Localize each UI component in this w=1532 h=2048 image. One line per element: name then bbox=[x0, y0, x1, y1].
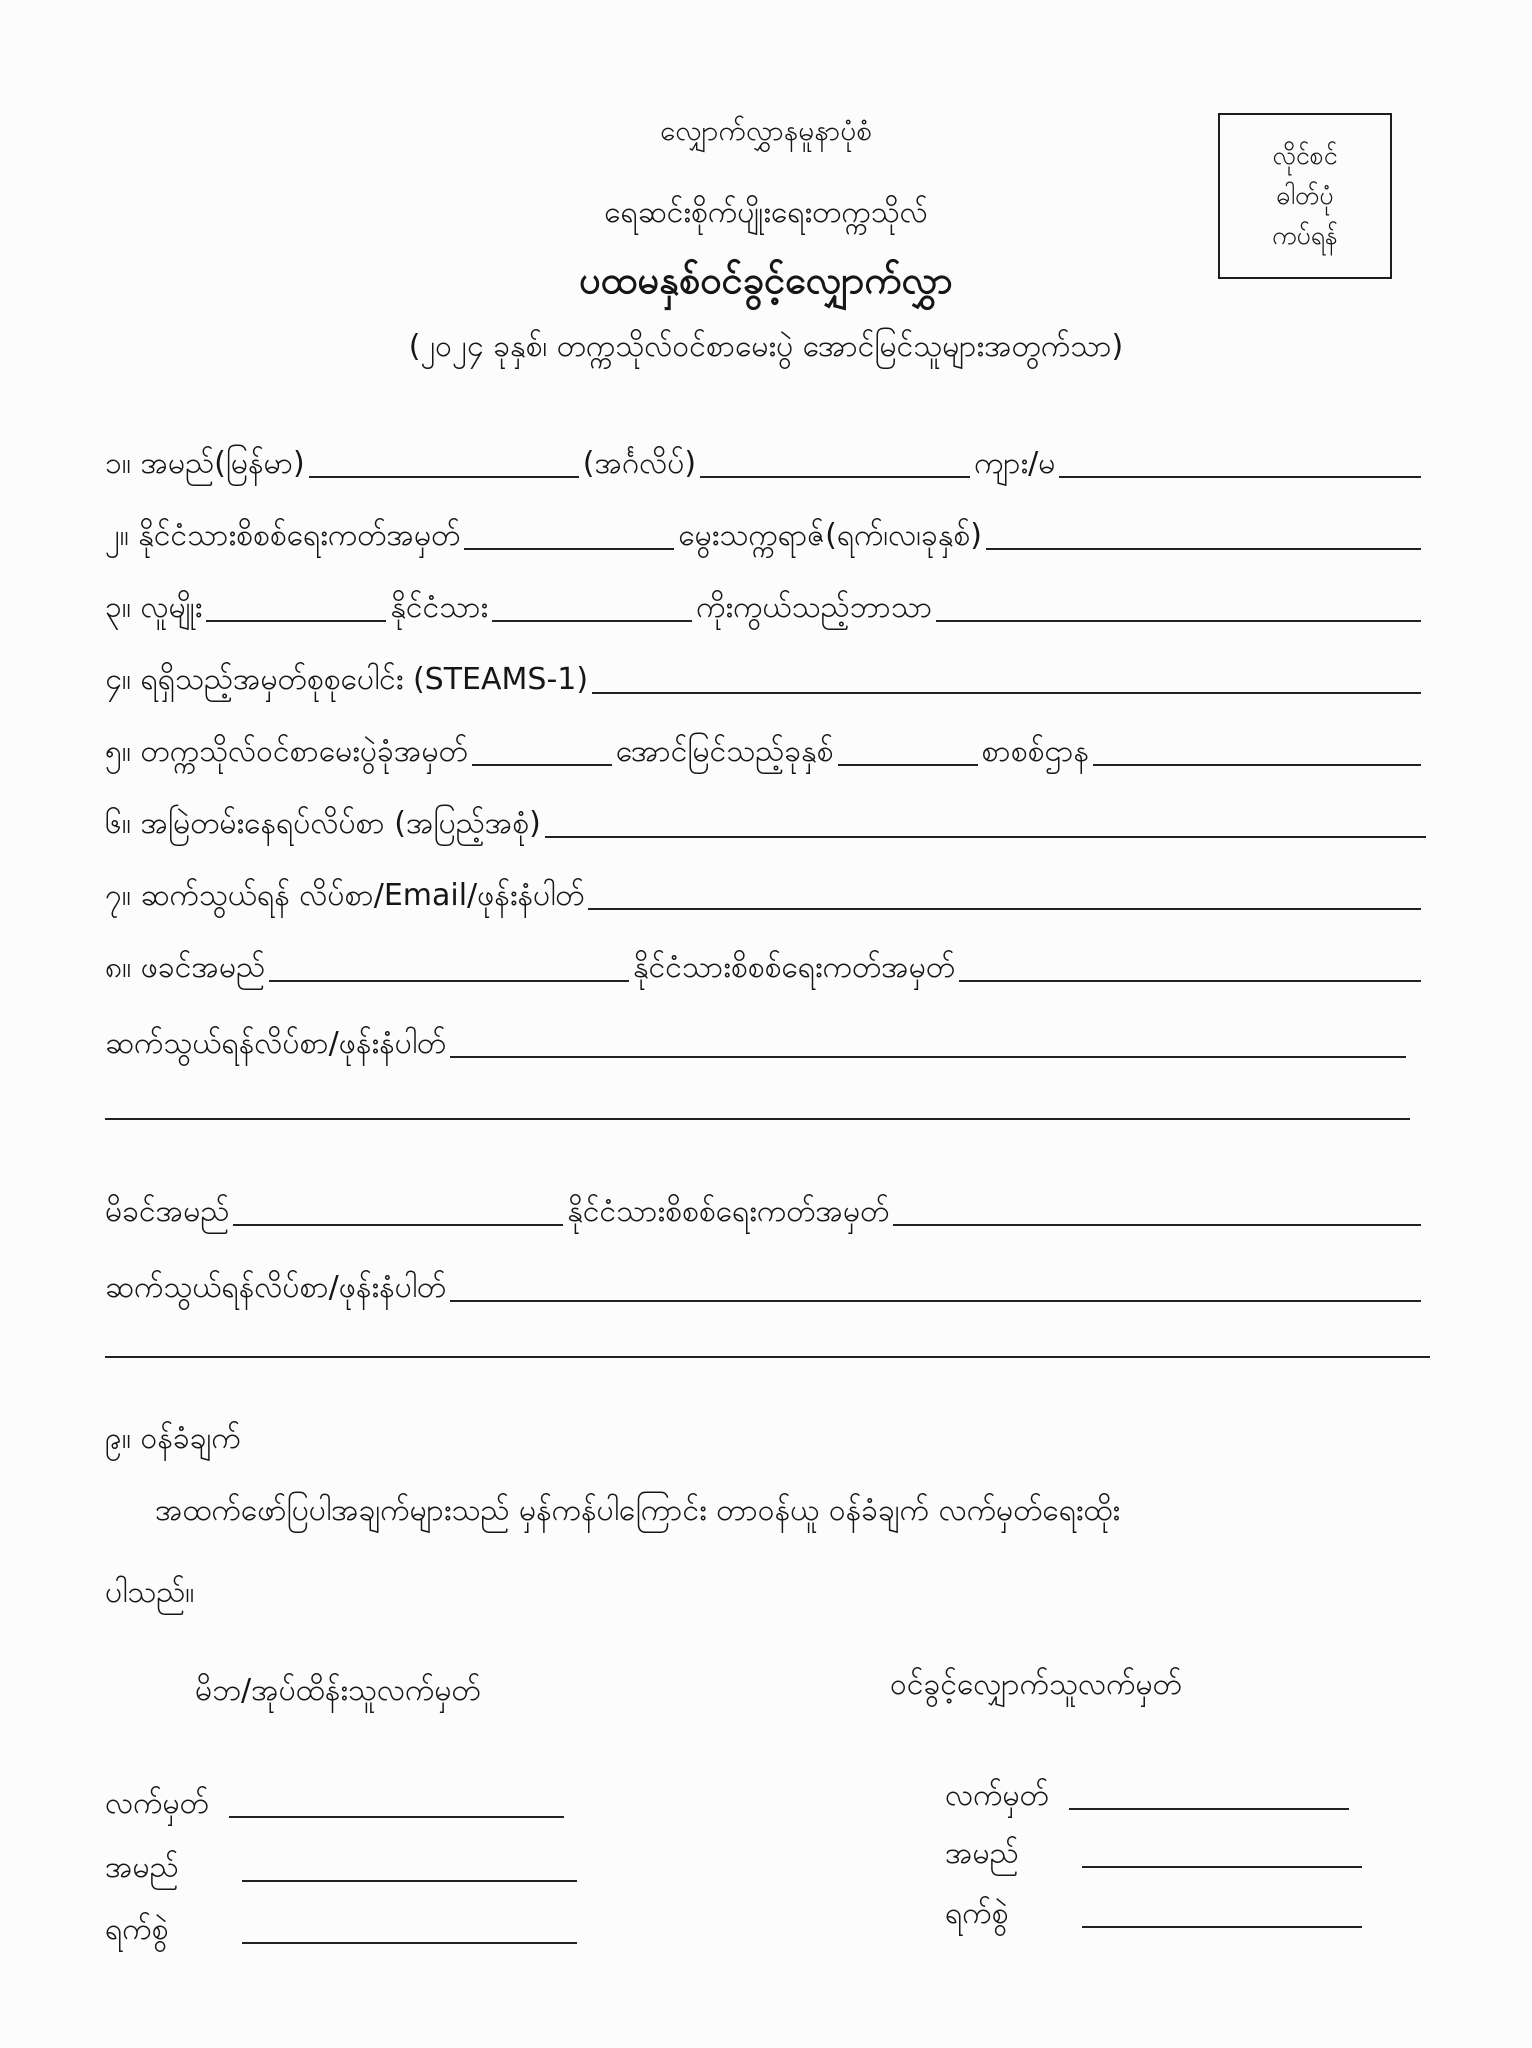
label-citizenship: နိုင်ငံသား bbox=[390, 590, 489, 625]
parent-sign-row bbox=[105, 1782, 568, 1824]
row-permanent-address bbox=[105, 800, 1430, 844]
row-contact bbox=[105, 872, 1425, 916]
label-pass-year: အောင်မြင်သည့်ခုနှစ် bbox=[615, 734, 834, 769]
applicant-name-row bbox=[945, 1832, 1366, 1874]
form-title: ပထမနှစ်ဝင်ခွင့်လျှောက်လွှာ bbox=[579, 258, 953, 302]
label-father-contact: ဆက်သွယ်ရန်လိပ်စာ/ဖုန်းနံပါတ် bbox=[105, 1026, 447, 1061]
row-father-contact bbox=[105, 1020, 1410, 1064]
label-total-marks: ၄။ ရရှိသည့်အမှတ်စုစုပေါင်း (STEAMS-1) bbox=[105, 662, 589, 697]
label-ethnicity: ၃။ လူမျိုး bbox=[105, 590, 203, 625]
photo-box-line1: လိုင်စင် bbox=[1272, 141, 1338, 170]
label-exam-center: စာစစ်ဌာန bbox=[981, 734, 1089, 769]
applicant-signature-heading: ဝင်ခွင့်လျှောက်သူလက်မှတ် bbox=[890, 1667, 1182, 1702]
parent-name-row bbox=[105, 1846, 581, 1888]
applicant-sign-row bbox=[945, 1774, 1353, 1816]
field-mother-name[interactable] bbox=[233, 1190, 563, 1226]
label-father-nrc: နိုင်ငံသားစိစစ်ရေးကတ်အမှတ် bbox=[633, 950, 956, 985]
university-name: ရေဆင်းစိုက်ပျိုးရေးတက္ကသိုလ် bbox=[604, 195, 928, 230]
field-name-english[interactable] bbox=[700, 442, 970, 478]
field-applicant-sign[interactable] bbox=[1069, 1774, 1349, 1810]
row-exam-info bbox=[105, 728, 1425, 772]
label-name-english: (အင်္ဂလိပ်) bbox=[582, 446, 697, 481]
photo-box-line3: ကပ်ရန် bbox=[1271, 221, 1338, 250]
field-parent-sign[interactable] bbox=[229, 1782, 564, 1818]
label-father-name: ၈။ ဖခင်အမည် bbox=[105, 950, 266, 985]
row-father bbox=[105, 944, 1425, 988]
field-parent-name[interactable] bbox=[242, 1846, 577, 1882]
field-contact[interactable] bbox=[588, 874, 1421, 910]
row-mother bbox=[105, 1188, 1425, 1232]
label-contact: ၇။ ဆက်သွယ်ရန် လိပ်စာ/Email/ဖုန်းနံပါတ် bbox=[105, 878, 585, 913]
label-nrc: ၂။ နိုင်ငံသားစိစစ်ရေးကတ်အမှတ် bbox=[105, 518, 461, 553]
field-father-contact[interactable] bbox=[450, 1022, 1406, 1058]
photo-box[interactable] bbox=[1218, 113, 1392, 279]
field-exam-center[interactable] bbox=[1093, 730, 1421, 766]
field-father-nrc[interactable] bbox=[959, 946, 1421, 982]
field-applicant-name[interactable] bbox=[1082, 1832, 1362, 1868]
row-ethnicity bbox=[105, 584, 1425, 628]
row-mother-contact bbox=[105, 1264, 1425, 1308]
field-roll-number[interactable] bbox=[472, 730, 612, 766]
field-ethnicity[interactable] bbox=[206, 586, 386, 622]
row-name bbox=[105, 440, 1425, 484]
row-nrc-dob bbox=[105, 512, 1425, 556]
field-father-name[interactable] bbox=[269, 946, 629, 982]
field-nrc[interactable] bbox=[464, 514, 674, 550]
label-parent-name: အမည် bbox=[105, 1850, 179, 1885]
field-mother-nrc[interactable] bbox=[893, 1190, 1421, 1226]
label-applicant-sign: လက်မှတ် bbox=[945, 1778, 1049, 1813]
field-mother-contact-line2[interactable] bbox=[105, 1356, 1430, 1358]
label-name-myanmar: ၁။ အမည်(မြန်မာ) bbox=[105, 446, 305, 481]
label-parent-date: ရက်စွဲ bbox=[105, 1912, 169, 1947]
label-applicant-date: ရက်စွဲ bbox=[945, 1896, 1009, 1931]
label-dob: မွေးသက္ကရာဇ်(ရက်၊လ၊ခုနှစ်) bbox=[678, 518, 982, 553]
label-roll-number: ၅။ တက္ကသိုလ်ဝင်စာမေးပွဲခုံအမှတ် bbox=[105, 734, 468, 769]
form-sample-label: လျှောက်လွှာနမူနာပုံစံ bbox=[660, 114, 872, 147]
applicant-date-row bbox=[945, 1892, 1366, 1934]
declaration-line2: ပါသည်။ bbox=[105, 1575, 195, 1610]
parent-date-row bbox=[105, 1908, 581, 1950]
label-applicant-name: အမည် bbox=[945, 1836, 1019, 1871]
label-gender: ကျား/မ bbox=[974, 446, 1056, 481]
field-pass-year[interactable] bbox=[838, 730, 978, 766]
label-mother-nrc: နိုင်ငံသားစိစစ်ရေးကတ်အမှတ် bbox=[567, 1194, 890, 1229]
declaration-heading: ၉။ ဝန်ခံချက် bbox=[105, 1421, 241, 1456]
field-permanent-address[interactable] bbox=[545, 802, 1426, 838]
field-father-contact-line2[interactable] bbox=[105, 1118, 1410, 1120]
parent-signature-heading: မိဘ/အုပ်ထိန်းသူလက်မှတ် bbox=[195, 1673, 481, 1708]
label-mother-contact: ဆက်သွယ်ရန်လိပ်စာ/ဖုန်းနံပါတ် bbox=[105, 1270, 447, 1305]
row-total-marks bbox=[105, 656, 1425, 700]
label-religion: ကိုးကွယ်သည့်ဘာသာ bbox=[696, 590, 933, 625]
label-permanent-address: ၆။ အမြဲတမ်းနေရပ်လိပ်စာ (အပြည့်အစုံ) bbox=[105, 806, 541, 841]
field-dob[interactable] bbox=[986, 514, 1421, 550]
field-religion[interactable] bbox=[936, 586, 1421, 622]
label-parent-sign: လက်မှတ် bbox=[105, 1786, 209, 1821]
photo-box-line2: ဓါတ်ပုံ bbox=[1276, 181, 1334, 210]
field-name-myanmar[interactable] bbox=[309, 442, 579, 478]
field-citizenship[interactable] bbox=[492, 586, 692, 622]
label-mother-name: မိခင်အမည် bbox=[105, 1194, 230, 1229]
field-total-marks[interactable] bbox=[592, 658, 1421, 694]
declaration-line1: အထက်ဖော်ပြပါအချက်များသည် မှန်ကန်ပါကြောင်း တာဝန်ယူ ဝန်ခံချက် လက်မှတ်ရေးထိုး bbox=[155, 1493, 1121, 1528]
field-parent-date[interactable] bbox=[242, 1908, 577, 1944]
field-applicant-date[interactable] bbox=[1082, 1892, 1362, 1928]
field-mother-contact[interactable] bbox=[450, 1266, 1421, 1302]
form-subtitle: (၂၀၂၄ ခုနှစ်၊ တက္ကသိုလ်ဝင်စာမေးပွဲ အောင်မြင်သူများအတွက်သာ) bbox=[408, 329, 1124, 364]
field-gender[interactable] bbox=[1059, 442, 1421, 478]
